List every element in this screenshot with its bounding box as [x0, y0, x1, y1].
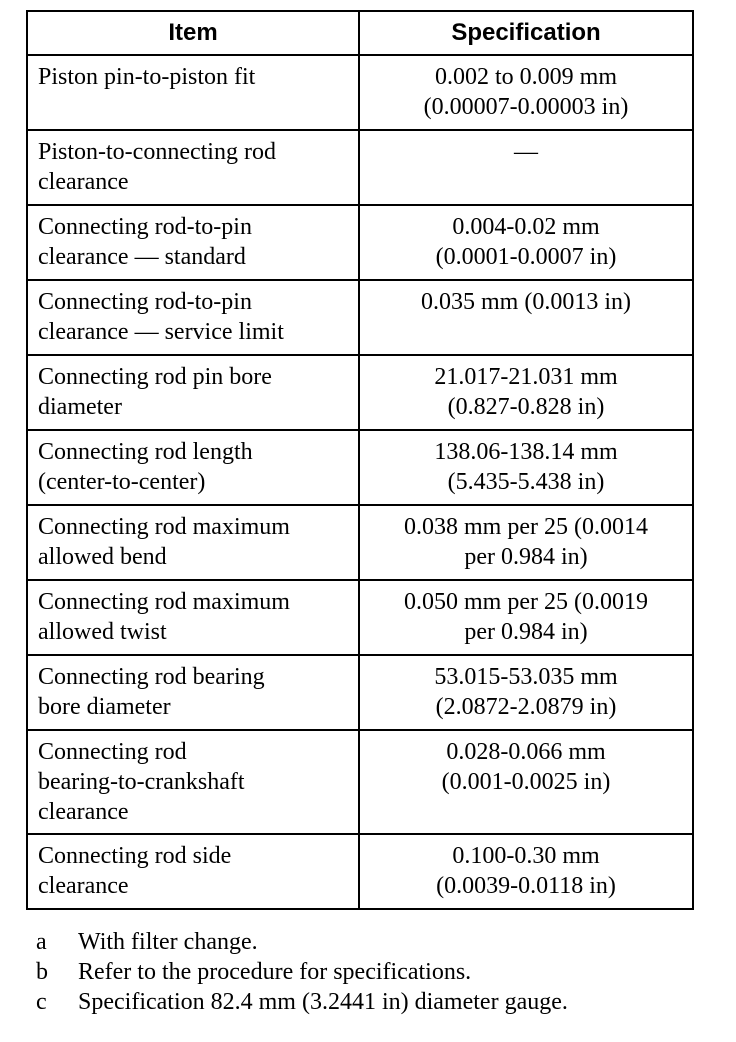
- table-row: [27, 655, 693, 730]
- footnotes: [36, 927, 726, 1017]
- item-cell: [27, 580, 359, 655]
- footnote: [36, 987, 726, 1017]
- table-row: [27, 834, 693, 909]
- item-text-line: allowed twist: [38, 619, 167, 645]
- item-text-line: Piston pin-to-piston fit: [38, 64, 256, 90]
- specification-text-line: (0.00007-0.00003 in): [423, 94, 629, 120]
- footnote-text: Specification 82.4 mm (3.2441 in) diameter gauge.: [78, 989, 568, 1015]
- footnote: [36, 957, 726, 987]
- specification-cell: [359, 834, 693, 909]
- table-row: [27, 55, 693, 130]
- specification-text-line: (0.827-0.828 in): [447, 394, 605, 420]
- table-row: [27, 430, 693, 505]
- item-cell: [27, 655, 359, 730]
- table-row: [27, 505, 693, 580]
- specification-cell: [359, 280, 693, 355]
- specification-table: [26, 10, 694, 910]
- specification-text-line: 0.038 mm per 25 (0.0014: [404, 514, 648, 540]
- item-text-line: clearance: [38, 799, 129, 825]
- specification-text-line: 0.028-0.066 mm: [446, 739, 606, 765]
- specification-text-line: (5.435-5.438 in): [447, 469, 605, 495]
- item-cell: [27, 505, 359, 580]
- footnote: [36, 927, 726, 957]
- specification-text-line: (0.001-0.0025 in): [441, 769, 611, 795]
- item-text-line: clearance: [38, 873, 129, 899]
- specification-text-line: 0.050 mm per 25 (0.0019: [404, 589, 648, 615]
- specification-cell: [359, 355, 693, 430]
- specification-cell: [359, 205, 693, 280]
- specification-text-line: 53.015-53.035 mm: [434, 664, 618, 690]
- footnote-letter: c: [36, 989, 47, 1015]
- item-cell: [27, 730, 359, 834]
- item-text-line: bore diameter: [38, 694, 171, 720]
- item-text-line: Connecting rod pin bore: [38, 364, 272, 390]
- item-text-line: clearance — service limit: [38, 319, 284, 345]
- specification-cell: [359, 430, 693, 505]
- specification-cell: [359, 580, 693, 655]
- item-text-line: Connecting rod side: [38, 843, 232, 869]
- item-text-line: Piston-to-connecting rod: [38, 139, 276, 165]
- item-text-line: Connecting rod length: [38, 439, 253, 465]
- specification-text-line: 0.035 mm (0.0013 in): [421, 289, 631, 315]
- column-header-specification: Specification: [359, 11, 693, 55]
- item-text-line: Connecting rod-to-pin: [38, 214, 252, 240]
- table-row: [27, 580, 693, 655]
- item-cell: [27, 430, 359, 505]
- item-text-line: Connecting rod: [38, 739, 187, 765]
- item-text-line: Connecting rod bearing: [38, 664, 265, 690]
- specification-text-line: 0.100-0.30 mm: [452, 843, 600, 869]
- specification-cell: [359, 730, 693, 834]
- table-row: [27, 130, 693, 205]
- item-cell: [27, 355, 359, 430]
- specification-text-line: 21.017-21.031 mm: [434, 364, 618, 390]
- specification-text-line: per 0.984 in): [464, 544, 588, 570]
- specification-text-line: 0.004-0.02 mm: [452, 214, 600, 240]
- table-body: [27, 55, 693, 909]
- specification-text-line: (0.0039-0.0118 in): [436, 873, 616, 899]
- table-header-row: [27, 11, 693, 55]
- specification-text-line: 138.06-138.14 mm: [434, 439, 618, 465]
- item-cell: [27, 55, 359, 130]
- table-row: [27, 205, 693, 280]
- column-header-item: Item: [27, 11, 359, 55]
- item-cell: [27, 280, 359, 355]
- specification-text-line: (0.0001-0.0007 in): [435, 244, 617, 270]
- item-text-line: Connecting rod maximum: [38, 589, 290, 615]
- specification-cell: [359, 55, 693, 130]
- item-text-line: Connecting rod maximum: [38, 514, 290, 540]
- specification-text-line: 0.002 to 0.009 mm: [434, 64, 617, 90]
- specification-cell: [359, 130, 693, 205]
- specification-text-line: (2.0872-2.0879 in): [435, 694, 617, 720]
- item-text-line: allowed bend: [38, 544, 167, 570]
- item-text-line: Connecting rod-to-pin: [38, 289, 252, 315]
- table-row: [27, 280, 693, 355]
- item-text-line: bearing-to-crankshaft: [38, 769, 245, 795]
- item-cell: [27, 205, 359, 280]
- footnote-text: Refer to the procedure for specifications.: [78, 959, 472, 985]
- table-row: [27, 730, 693, 834]
- footnote-text: With filter change.: [78, 929, 258, 955]
- item-text-line: clearance — standard: [38, 244, 246, 270]
- specification-cell: [359, 655, 693, 730]
- footnote-letter: b: [36, 959, 48, 985]
- item-text-line: (center-to-center): [38, 469, 206, 495]
- specification-text-line: —: [514, 139, 538, 165]
- footnote-letter: a: [36, 929, 47, 955]
- item-text-line: diameter: [38, 394, 122, 420]
- table-row: [27, 355, 693, 430]
- item-cell: [27, 834, 359, 909]
- item-text-line: clearance: [38, 169, 129, 195]
- item-cell: [27, 130, 359, 205]
- specification-text-line: per 0.984 in): [464, 619, 588, 645]
- specification-cell: [359, 505, 693, 580]
